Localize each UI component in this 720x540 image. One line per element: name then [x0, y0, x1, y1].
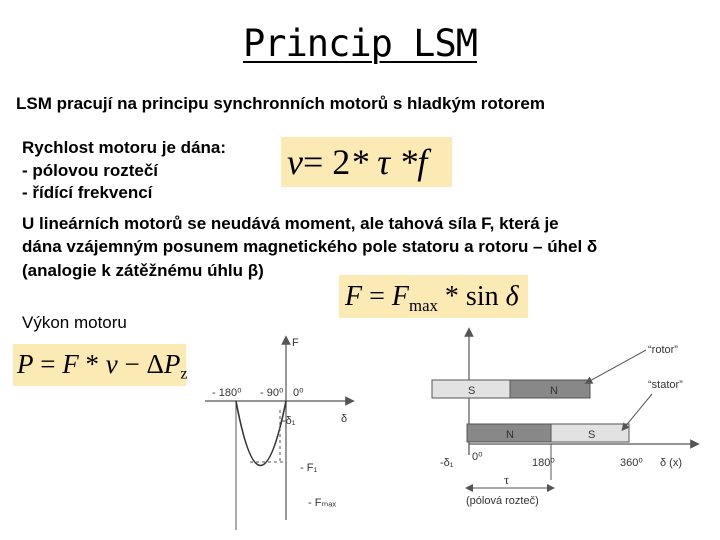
- page-title: Princip LSM: [242, 22, 478, 65]
- speed-formula-eq: = 2: [302, 142, 351, 182]
- graph-fmax: - Fₘₐₓ: [308, 497, 336, 509]
- speed-line-3: - řídící frekvencí: [22, 183, 153, 202]
- power-formula-P: P: [17, 349, 34, 379]
- force-angle-graph: [200, 330, 380, 530]
- pole-pitch-label: (pólová rozteč): [466, 495, 539, 507]
- force-formula: [339, 275, 528, 318]
- schematic-delta1: -δ₁: [440, 457, 454, 469]
- speed-formula-f: f: [417, 142, 428, 182]
- force-line-3: (analogie k zátěžnému úhlu β): [22, 261, 264, 280]
- graph-delta1: -δ₁: [282, 415, 296, 427]
- power-formula-Pz: P: [163, 349, 181, 379]
- stator-pointer: [624, 394, 652, 428]
- graph-tick-m90: - 90⁰: [260, 387, 284, 399]
- power-formula-op1: *: [78, 349, 106, 379]
- force-line-1: U lineárních motorů se neudává moment, ale tahová síla F, která je: [22, 214, 559, 233]
- intro-text: LSM pracují na principu synchronních motorů s hladkým rotorem: [16, 94, 545, 113]
- force-formula-eq: =: [362, 281, 392, 312]
- power-formula-F: F: [62, 349, 79, 379]
- power-formula-eq: =: [33, 349, 63, 379]
- graph-f1: - F₁: [300, 462, 318, 474]
- rotor-stator-schematic: [420, 320, 720, 520]
- graph-y-label: F: [292, 337, 299, 349]
- rotor-n-label: N: [550, 385, 558, 397]
- stator-s-label: S: [588, 429, 596, 441]
- rotor-s-label: S: [468, 385, 476, 397]
- graph-tick-0: 0⁰: [293, 387, 304, 399]
- power-formula-v: v: [105, 349, 118, 379]
- speed-formula-tau: * τ *: [350, 142, 418, 182]
- speed-formula: [281, 137, 452, 187]
- pole-pitch-tau: τ: [504, 472, 510, 487]
- speed-line-1: Rychlost motoru je dána:: [22, 138, 227, 157]
- schematic-tick-360: 360⁰: [620, 457, 643, 469]
- force-line-2: dána vzájemným posunem magnetického pole statoru a rotoru – úhel δ: [22, 237, 598, 256]
- schematic-delta-x: δ (x): [660, 457, 683, 469]
- schematic-tick-180: 180⁰: [532, 457, 555, 469]
- stator-label: “stator”: [648, 379, 683, 391]
- power-formula: [13, 344, 186, 386]
- rotor-pointer: [588, 350, 646, 382]
- power-formula-op2: − Δ: [117, 349, 164, 379]
- force-formula-F: F: [345, 281, 363, 312]
- force-formula-delta: δ: [505, 281, 519, 312]
- stator-n-label: N: [506, 429, 514, 441]
- rotor-label: “rotor”: [648, 344, 678, 356]
- speed-line-2: - pólovou roztečí: [22, 161, 158, 180]
- graph-x-label: δ: [341, 413, 348, 425]
- power-formula-z: z: [180, 364, 188, 383]
- force-formula-op: * sin: [437, 281, 506, 312]
- force-formula-Fmax: F: [391, 281, 410, 312]
- force-formula-max: max: [409, 295, 438, 315]
- graph-tick-m180: - 180⁰: [212, 387, 242, 399]
- power-label: Výkon motoru: [22, 313, 127, 332]
- schematic-tick-0: 0⁰: [472, 451, 483, 463]
- speed-formula-v: v: [287, 142, 303, 182]
- graph-curve: [236, 401, 286, 466]
